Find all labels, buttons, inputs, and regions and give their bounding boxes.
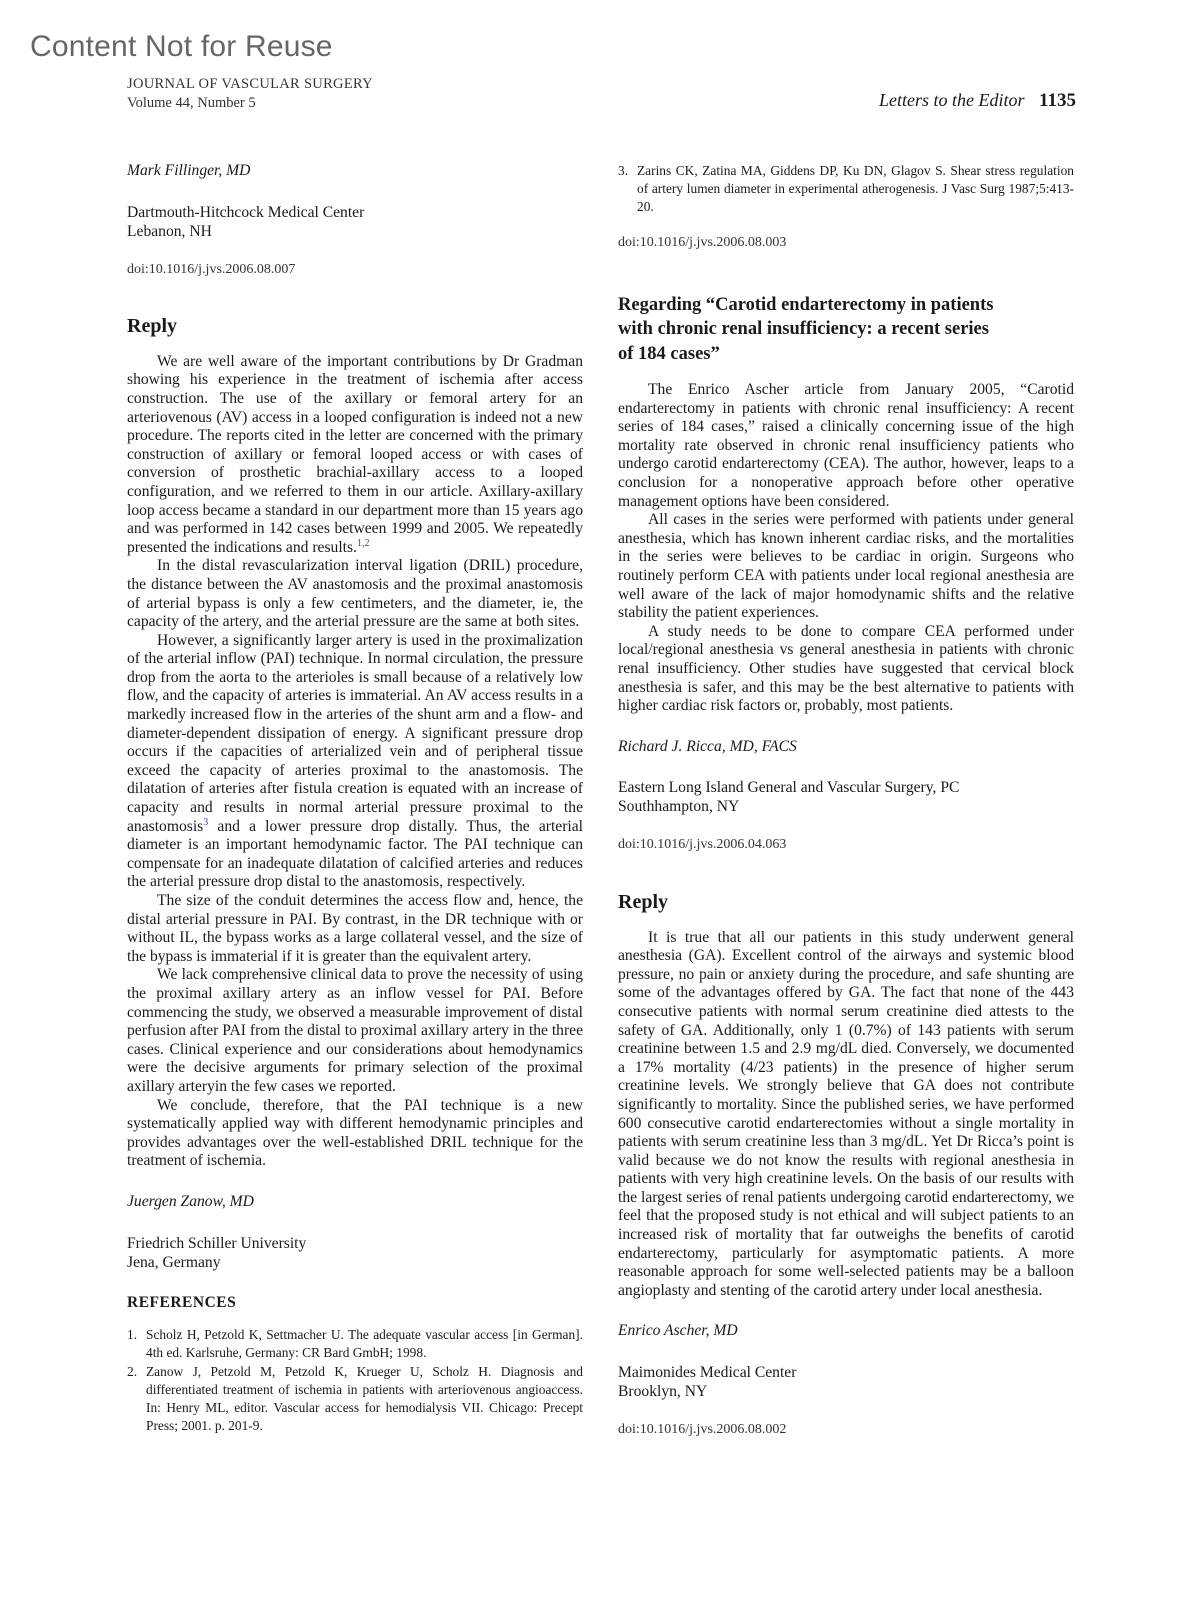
author-affiliation bbox=[618, 778, 1074, 816]
journal-name: JOURNAL OF VASCULAR SURGERY bbox=[127, 76, 373, 92]
paragraph: The Enrico Ascher article from January 2005, “Carotid endarterectomy in patients with chronic renal insufficiency: A recent series of 184 cases,” raised a clinically concerning issue of the high mortality rate observed in chronic renal insufficiency patients who undergo carotid endarterectomy (CEA). The author, however, leaps to a conclusion for a nonoperative approach before other operative management options have been considered. bbox=[618, 381, 1074, 510]
citation-link[interactable]: 3 bbox=[203, 816, 209, 828]
paragraph: A study needs to be done to compare CEA performed under local/regional anesthesia vs general anesthesia in patients with chronic renal insufficiency. Other studies have suggested that cervical block anesthesia is safer, and this may be the best alternative to patients with higher cardiac risk factors or, probably, most patients. bbox=[618, 622, 1074, 715]
author-signature: Mark Fillinger, MD bbox=[127, 162, 251, 179]
affiliation-line: Jena, Germany bbox=[127, 1253, 221, 1271]
affiliation-line: Southhampton, NY bbox=[618, 798, 740, 816]
paragraph: We conclude, therefore, that the PAI technique is a new systematically applied way with different hemodynamic principles and provides advantages over the well-established DRIL technique for the treatment of ischemia. bbox=[127, 1096, 583, 1170]
affiliation-line: Brooklyn, NY bbox=[618, 1383, 708, 1401]
running-head bbox=[879, 90, 1076, 112]
section-name: Letters to the Editor bbox=[879, 90, 1025, 110]
reference-item: 2. Zanow J, Petzold M, Petzold K, Krueger U, Scholz H. Diagnosis and differentiated treatment of ischemia in patients with arteriovenous angioaccess. In: Henry ML, editor. Vascular access for hemodialysis VII. Chicago: Precept Press; 2001. p. 201-9. bbox=[127, 1364, 583, 1434]
author-affiliation bbox=[127, 1234, 583, 1272]
paragraph: The size of the conduit determines the access flow and, hence, the distal arterial pressure in PAI. By contrast, in the DR technique with or without IL, the bypass works as a large collateral vessel, and the size of the bypass is immaterial if it is greater than the equivalent artery. bbox=[127, 892, 583, 965]
reference-item: 1. Scholz H, Petzold K, Settmacher U. The adequate vascular access [in German]. 4th ed. Karlsruhe, Germany: CR Bard GmbH; 1998. bbox=[127, 1327, 583, 1361]
author-signature: Richard J. Ricca, MD, FACS bbox=[618, 737, 797, 755]
doi-link[interactable]: doi:10.1016/j.jvs.2006.08.003 bbox=[618, 235, 787, 250]
right-column bbox=[618, 162, 1074, 1440]
paragraph: In the distal revascularization interval ligation (DRIL) procedure, the distance between the AV anastomosis and the proximal anastomosis of arterial bypass is only a few centimeters, and the diameter, ie, the capacity of the artery, and the arterial pressure are the same at both sites. bbox=[127, 557, 583, 631]
reference-list bbox=[127, 1326, 583, 1435]
affiliation-line: Maimonides Medical Center bbox=[618, 1364, 797, 1382]
affiliation-line: Eastern Long Island General and Vascular Surgery, PC bbox=[618, 779, 960, 797]
paragraph: It is true that all our patients in this study underwent general anesthesia (GA). Excellent control of the airways and systemic blood pressure, no pain or anxiety during the procedure, and safe shunting are some of the advantages offered by GA. The fact that none of the 443 consecutive patients with normal serum creatinine died attests to the safety of GA. Additionally, only 1 (0.7%) of 143 patients with serum creatinine between 1.5 and 2.9 mg/dL died. Conversely, we documented a 17% mortality (4/23 patients) in the presence of higher serum creatinine levels. We strongly believe that GA does not contribute significantly to mortality. Since the published series, we have performed 600 consecutive carotid endarterectomies without a single mortality in patients with serum creatinine less than 3 mg/dL. Yet Dr Ricca’s point is valid because we do not know the results with regional anesthesia in patients with very high creatinine levels. On the basis of our results with the largest series of renal patients undergoing carotid endarterectomy, we feel that the proposed study is not ethical and will subject patients to an increased risk of mortality that far outweighs the benefits of carotid endarterectomy, particularly for asymptomatic patients. A more reasonable approach for some well-selected patients may be a balloon angioplasty and stenting of the carotid artery under local anesthesia. bbox=[618, 928, 1074, 1299]
reply-heading: Reply bbox=[127, 315, 177, 338]
author-signature: Enrico Ascher, MD bbox=[618, 1322, 738, 1340]
left-column bbox=[127, 162, 583, 1436]
paragraph: However, a significantly larger artery is used in the proximalization of the arterial inflow (PAI) technique. In normal circulation, the pressure drop from the aorta to the arterioles is small because of a relatively low flow, and the capacity of arteries is immaterial. An AV access results in a markedly increased flow in the arteries of the shunt arm and a flow- and diameter-dependent dissipation of energy. A significant pressure drop occurs if the capacities of arterialized vein and of peripheral tissue exceed the capacity of arteries proximal to the anastomosis. The dilatation of arteries after fistula creation is equated with an increase of capacity and results in normal arterial pressure proximal to the anastomosis$^3$ and a lower pressure drop distally. Thus, the arterial diameter is an important hemodynamic factor. The PAI technique can compensate for an inadequate dilatation of calcified arteries and reduces the arterial pressure drop distal to the anastomosis, respectively. bbox=[127, 631, 583, 891]
journal-header bbox=[127, 75, 373, 113]
doi-link[interactable]: doi:10.1016/j.jvs.2006.04.063 bbox=[618, 837, 787, 853]
paragraph: We lack comprehensive clinical data to prove the necessity of using the proximal axillary artery as an inflow vessel for PAI. Before commencing the study, we observed a measurable improvement of distal perfusion after PAI from the distal to proximal axillary artery in the three cases. Clinical experience and our considerations about hemodynamics were the decisive arguments for primary selection of the proximal axillary arteryin the few cases we reported. bbox=[127, 966, 583, 1095]
doi-link[interactable]: doi:10.1016/j.jvs.2006.08.007 bbox=[127, 261, 296, 277]
citation-link[interactable]: 1,2 bbox=[356, 537, 370, 549]
references-heading: REFERENCES bbox=[127, 1293, 237, 1311]
author-signature: Juergen Zanow, MD bbox=[127, 1192, 254, 1210]
affiliation-line: Lebanon, NH bbox=[127, 222, 212, 240]
paragraph: All cases in the series were performed with patients under general anesthesia, which has known inherent cardiac risks, and the mortalities in the series were believes to be cardiac in origin. Surgeons who routinely perform CEA with patients under local regional anesthesia are well aware of the lack of major homodynamic shifts and the relative stability the patient experiences. bbox=[618, 511, 1074, 622]
affiliation-line: Friedrich Schiller University bbox=[127, 1234, 307, 1252]
reference-item: 3. Zarins CK, Zatina MA, Giddens DP, Ku DN, Glagov S. Shear stress regulation of artery lumen diameter in experimental atherogenesis. J Vasc Surg 1987;5:413-20. bbox=[618, 163, 1074, 214]
affiliation-line: Dartmouth-Hitchcock Medical Center bbox=[127, 203, 365, 221]
doi-link[interactable]: doi:10.1016/j.jvs.2006.08.002 bbox=[618, 1422, 787, 1438]
author-affiliation bbox=[618, 1363, 1074, 1401]
reply-heading: Reply bbox=[618, 890, 668, 913]
page-number: 1135 bbox=[1039, 90, 1076, 111]
paragraph: We are well aware of the important contributions by Dr Gradman showing his experience in the treatment of ischemia after access construction. The use of the axillary or femoral artery for an arteriovenous (AV) access in a looped configuration is indeed not a new procedure. The reports cited in the letter are concerned with the primary construction of axillary or femoral looped access or with cases of conversion of prosthetic brachial-axillary access to a looped configuration, and we referred to them in our article. Axillary-axillary loop access became a standard in our department more than 15 years ago and was performed in 142 cases between 1999 and 2005. We repeatedly presented the indications and results.$^{1,2}$ bbox=[127, 352, 583, 556]
author-affiliation bbox=[127, 203, 583, 241]
letter-title: Regarding “Carotid endarterectomy in patients with chronic renal insufficiency: a recent series of 184 cases” bbox=[618, 294, 994, 364]
watermark: Content Not for Reuse bbox=[30, 30, 333, 63]
journal-volume: Volume 44, Number 5 bbox=[127, 95, 256, 111]
